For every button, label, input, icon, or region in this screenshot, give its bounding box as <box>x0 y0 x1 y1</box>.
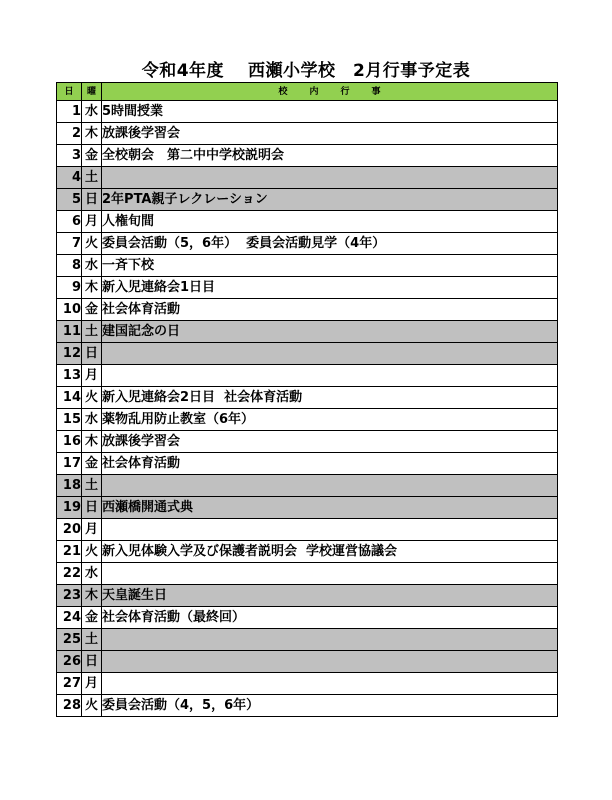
events-cell: 委員会活動（5，6年） 委員会活動見学（4年） <box>102 233 558 255</box>
day-cell: 13 <box>57 365 82 387</box>
weekday-cell: 日 <box>82 189 102 211</box>
table-row <box>57 189 558 211</box>
day-cell: 21 <box>57 541 82 563</box>
weekday-cell: 火 <box>82 387 102 409</box>
table-row <box>57 343 558 365</box>
day-cell: 3 <box>57 145 82 167</box>
table-row <box>57 673 558 695</box>
events-cell <box>102 629 558 651</box>
day-cell: 24 <box>57 607 82 629</box>
table-row <box>57 497 558 519</box>
table-row <box>57 519 558 541</box>
weekday-cell: 日 <box>82 651 102 673</box>
weekday-cell: 月 <box>82 673 102 695</box>
table-row <box>57 651 558 673</box>
table-row <box>57 167 558 189</box>
table-row <box>57 255 558 277</box>
weekday-cell: 木 <box>82 431 102 453</box>
day-cell: 6 <box>57 211 82 233</box>
table-row <box>57 211 558 233</box>
day-cell: 11 <box>57 321 82 343</box>
table-row <box>57 475 558 497</box>
weekday-cell: 金 <box>82 145 102 167</box>
weekday-cell: 水 <box>82 563 102 585</box>
weekday-cell: 木 <box>82 123 102 145</box>
column-header-weekday: 曜 <box>82 83 102 101</box>
table-row <box>57 321 558 343</box>
table-row <box>57 365 558 387</box>
events-cell: 薬物乱用防止教室（6年） <box>102 409 558 431</box>
weekday-cell: 水 <box>82 409 102 431</box>
weekday-cell: 月 <box>82 211 102 233</box>
events-cell: 2年PTA親子レクレーション <box>102 189 558 211</box>
weekday-cell: 土 <box>82 321 102 343</box>
day-cell: 8 <box>57 255 82 277</box>
events-cell: 人権旬間 <box>102 211 558 233</box>
weekday-cell: 木 <box>82 277 102 299</box>
table-row <box>57 563 558 585</box>
events-cell: 社会体育活動 <box>102 453 558 475</box>
table-row <box>57 299 558 321</box>
events-cell: 放課後学習会 <box>102 431 558 453</box>
schedule-body <box>57 101 558 717</box>
day-cell: 22 <box>57 563 82 585</box>
weekday-cell: 火 <box>82 541 102 563</box>
events-cell: 新入児体験入学及び保護者説明会 学校運営協議会 <box>102 541 558 563</box>
events-cell <box>102 475 558 497</box>
events-cell <box>102 167 558 189</box>
table-row <box>57 123 558 145</box>
weekday-cell: 金 <box>82 453 102 475</box>
weekday-cell: 土 <box>82 167 102 189</box>
table-row <box>57 629 558 651</box>
weekday-cell: 木 <box>82 585 102 607</box>
events-cell: 天皇誕生日 <box>102 585 558 607</box>
day-cell: 26 <box>57 651 82 673</box>
weekday-cell: 月 <box>82 365 102 387</box>
table-row <box>57 387 558 409</box>
table-row <box>57 233 558 255</box>
weekday-cell: 日 <box>82 497 102 519</box>
table-header-row <box>57 83 558 101</box>
table-row <box>57 541 558 563</box>
events-cell: 放課後学習会 <box>102 123 558 145</box>
day-cell: 1 <box>57 101 82 123</box>
day-cell: 9 <box>57 277 82 299</box>
events-cell: 社会体育活動 <box>102 299 558 321</box>
events-cell: 社会体育活動（最終回） <box>102 607 558 629</box>
table-row <box>57 453 558 475</box>
events-cell <box>102 673 558 695</box>
weekday-cell: 火 <box>82 233 102 255</box>
weekday-cell: 金 <box>82 299 102 321</box>
day-cell: 20 <box>57 519 82 541</box>
column-header-day: 日 <box>57 83 82 101</box>
table-row <box>57 607 558 629</box>
events-cell <box>102 343 558 365</box>
table-row <box>57 101 558 123</box>
day-cell: 10 <box>57 299 82 321</box>
day-cell: 7 <box>57 233 82 255</box>
page-title: 令和4年度 西瀬小学校 2月行事予定表 <box>141 61 471 81</box>
day-cell: 5 <box>57 189 82 211</box>
weekday-cell: 月 <box>82 519 102 541</box>
table-row <box>57 409 558 431</box>
day-cell: 28 <box>57 695 82 717</box>
day-cell: 14 <box>57 387 82 409</box>
events-cell: 全校朝会 第二中中学校説明会 <box>102 145 558 167</box>
day-cell: 23 <box>57 585 82 607</box>
day-cell: 18 <box>57 475 82 497</box>
events-cell: 西瀬橋開通式典 <box>102 497 558 519</box>
table-row <box>57 431 558 453</box>
events-cell <box>102 563 558 585</box>
day-cell: 2 <box>57 123 82 145</box>
weekday-cell: 日 <box>82 343 102 365</box>
weekday-cell: 火 <box>82 695 102 717</box>
weekday-cell: 水 <box>82 255 102 277</box>
day-cell: 12 <box>57 343 82 365</box>
table-row <box>57 277 558 299</box>
day-cell: 27 <box>57 673 82 695</box>
events-cell: 新入児連絡会2日目 社会体育活動 <box>102 387 558 409</box>
table-row <box>57 585 558 607</box>
events-cell: 委員会活動（4，5，6年） <box>102 695 558 717</box>
weekday-cell: 土 <box>82 629 102 651</box>
schedule-table <box>56 82 558 717</box>
table-row <box>57 145 558 167</box>
day-cell: 17 <box>57 453 82 475</box>
day-cell: 4 <box>57 167 82 189</box>
events-cell: 5時間授業 <box>102 101 558 123</box>
day-cell: 25 <box>57 629 82 651</box>
events-cell: 建国記念の日 <box>102 321 558 343</box>
weekday-cell: 水 <box>82 101 102 123</box>
day-cell: 19 <box>57 497 82 519</box>
events-cell <box>102 651 558 673</box>
day-cell: 16 <box>57 431 82 453</box>
column-header-events: 校内行事 <box>102 83 558 101</box>
weekday-cell: 土 <box>82 475 102 497</box>
events-cell: 新入児連絡会1日目 <box>102 277 558 299</box>
events-cell: 一斉下校 <box>102 255 558 277</box>
table-row <box>57 695 558 717</box>
weekday-cell: 金 <box>82 607 102 629</box>
events-cell <box>102 519 558 541</box>
events-cell <box>102 365 558 387</box>
day-cell: 15 <box>57 409 82 431</box>
